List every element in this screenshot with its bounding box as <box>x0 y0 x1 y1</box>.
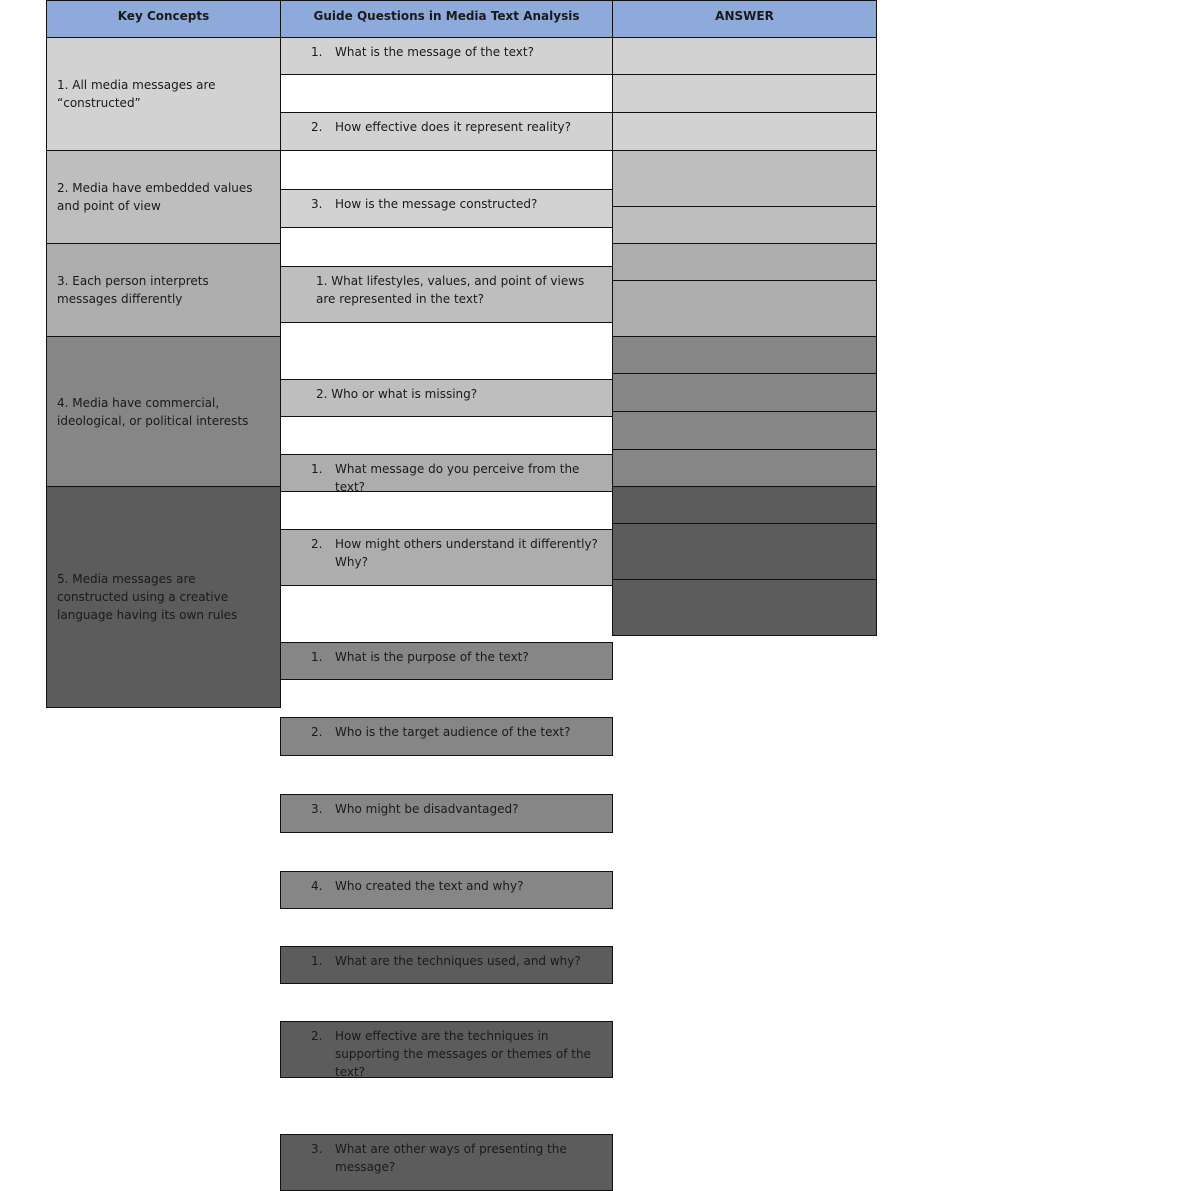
header-guide-questions: Guide Questions in Media Text Analysis <box>280 0 613 38</box>
question-cell: 3. What are other ways of presenting the message? <box>280 1134 613 1191</box>
question-cell: 1. What is the purpose of the text? <box>280 642 613 680</box>
concept-text: 5. Media messages are constructed using a creative language having its own rules <box>57 572 238 622</box>
concept-text: 4. Media have commercial, ideological, or political interests <box>57 395 249 428</box>
question-cell: 3. Who might be disadvantaged? <box>280 794 613 833</box>
question-cell: 3. How is the message constructed? <box>280 189 613 228</box>
concept-cell-5 <box>46 486 281 708</box>
question-cell: 1. What lifestyles, values, and point of views are represented in the text? <box>280 266 613 323</box>
concept-cell-1 <box>46 37 281 151</box>
answer-cell[interactable] <box>612 112 877 151</box>
concept-cell-4 <box>46 336 281 487</box>
answer-cell[interactable] <box>612 373 877 412</box>
concept-text: 1. All media messages are “constructed” <box>57 78 216 110</box>
concept-text: 3. Each person interprets messages differently <box>57 274 209 306</box>
concept-cell-2 <box>46 150 281 244</box>
answer-cell[interactable] <box>612 37 877 75</box>
answer-cell[interactable] <box>612 449 877 487</box>
concept-cell-3 <box>46 243 281 337</box>
question-cell: 2. How might others understand it differently? Why? <box>280 529 613 586</box>
question-cell: 2. Who is the target audience of the text? <box>280 717 613 756</box>
question-cell: 1. What is the message of the text? <box>280 37 613 75</box>
question-cell: 4. Who created the text and why? <box>280 871 613 909</box>
header-key-concepts: Key Concepts <box>46 0 281 38</box>
question-cell: 1. What are the techniques used, and why? <box>280 946 613 984</box>
answer-cell[interactable] <box>612 206 877 244</box>
header-answer: ANSWER <box>612 0 877 38</box>
answer-cell[interactable] <box>612 336 877 374</box>
answer-cell[interactable] <box>612 74 877 113</box>
answer-cell[interactable] <box>612 243 877 281</box>
question-cell: 2. How effective are the techniques in supporting the messages or themes of the text? <box>280 1021 613 1078</box>
question-cell: 2. How effective does it represent reality? <box>280 112 613 151</box>
answer-cell[interactable] <box>612 280 877 337</box>
question-cell: 2. Who or what is missing? <box>280 379 613 417</box>
answer-cell[interactable] <box>612 486 877 524</box>
answer-cell[interactable] <box>612 150 877 207</box>
answer-cell[interactable] <box>612 411 877 450</box>
answer-cell[interactable] <box>612 579 877 636</box>
concept-text: 2. Media have embedded values and point of view <box>57 181 253 213</box>
answer-cell[interactable] <box>612 523 877 580</box>
question-cell: 1. What message do you perceive from the text? <box>280 454 613 492</box>
